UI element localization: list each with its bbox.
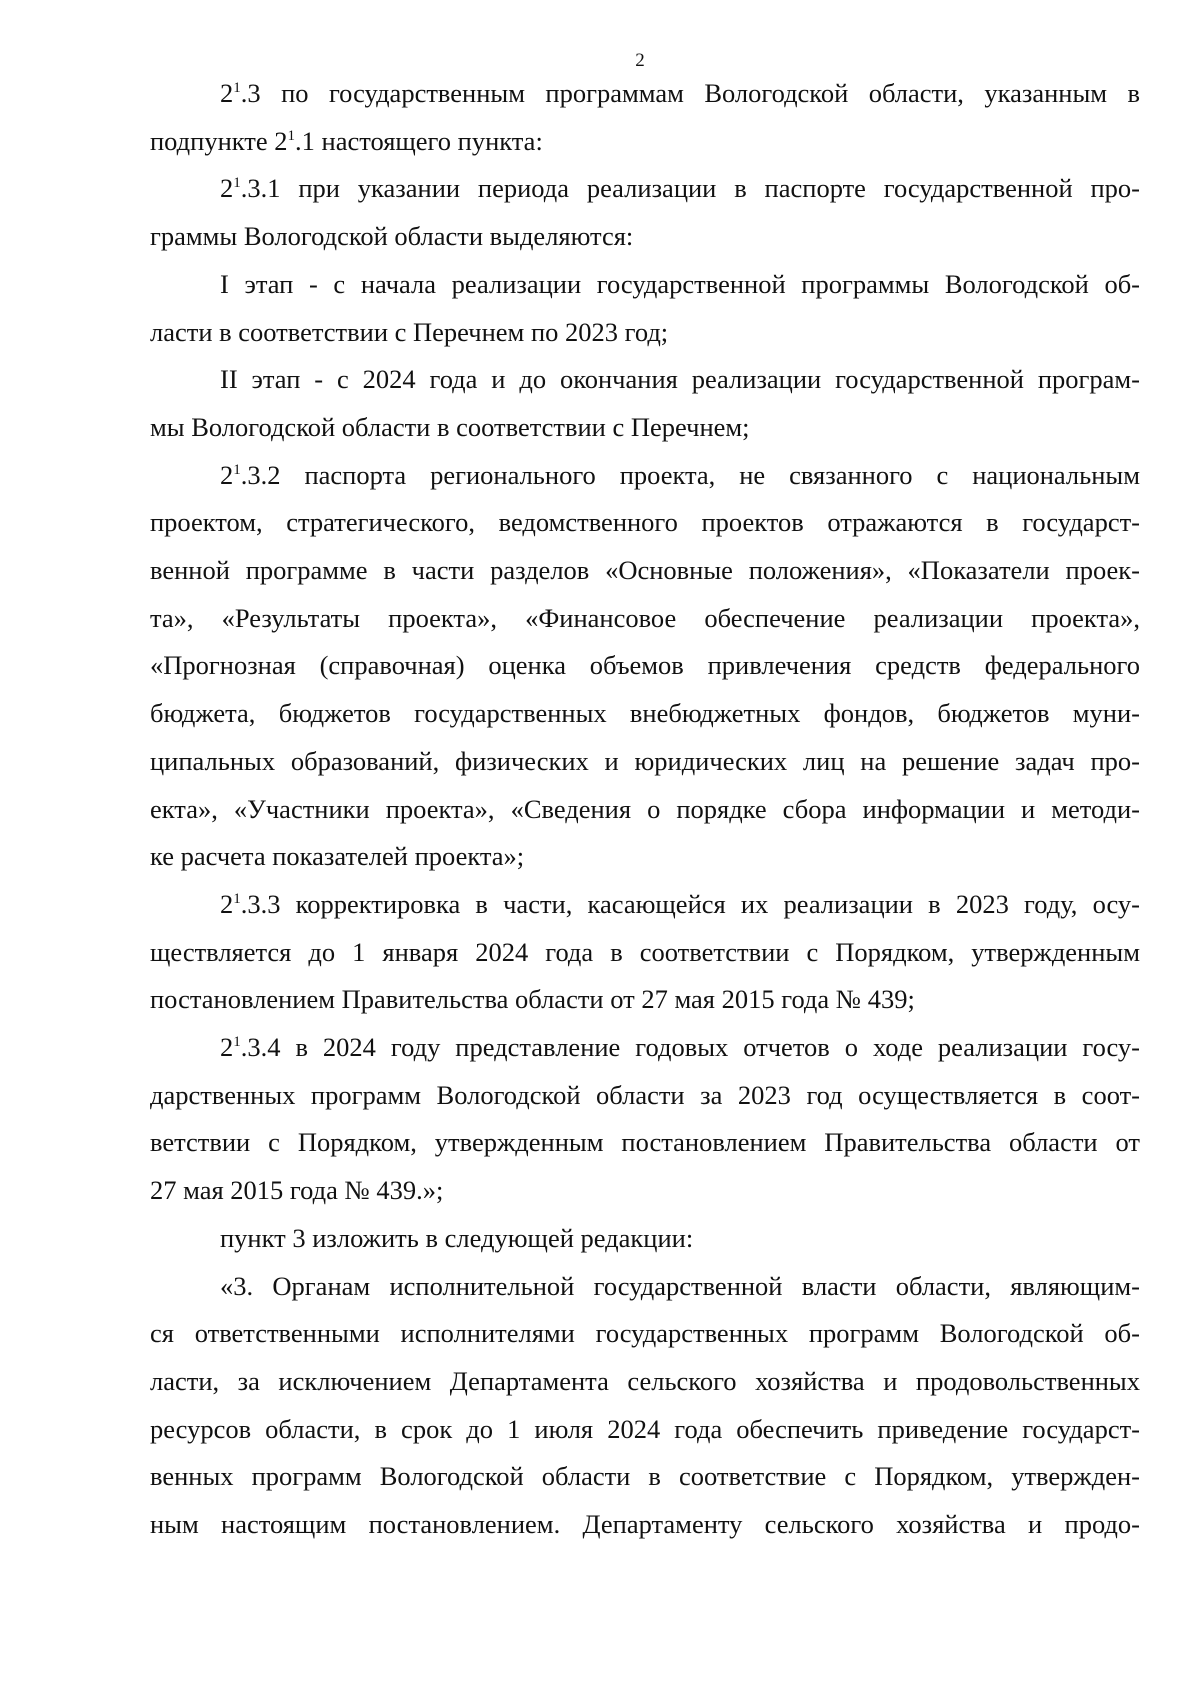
line [150,309,1140,357]
line [150,1453,1140,1501]
line [150,738,1140,786]
line [150,499,1140,547]
line [150,213,1140,261]
line-text: .3.4 в 2024 году представление годовых отчетов о ходе реализации госу- [240,1032,1140,1063]
superscript: 1 [233,175,241,192]
line-text: мы Вологодской области в соответствии с Перечнем; [150,411,750,442]
line-text: «3. Органам исполнительной государственной власти области, являющим- [220,1270,1140,1301]
line [150,547,1140,595]
line-text: пункт 3 изложить в следующей редакции: [220,1222,694,1253]
line-text: венной программе в части разделов «Основные положения», «Показатели проек- [150,555,1140,586]
line [150,595,1140,643]
line-text: ласти, за исключением Департамента сельского хозяйства и продовольственных [150,1365,1140,1396]
line [150,976,1140,1024]
page-number: 2 [635,50,645,71]
line [150,165,1140,213]
line-text: подпункте 2 [150,125,288,156]
line [150,1501,1140,1549]
paragraph-p-2-1-3-2 [150,452,1140,881]
paragraph-p-2-1-3-3 [150,881,1140,1024]
paragraph-p-3 [150,1263,1140,1549]
line [150,1215,1140,1263]
line [150,1024,1140,1072]
clause-number: 2 [220,173,234,204]
superscript: 1 [233,1034,241,1051]
clause-number: 2 [220,459,234,490]
line [150,118,1140,166]
line-text: I этап - с начала реализации государственной программы Вологодской об- [220,268,1140,299]
line [150,642,1140,690]
line-text: .3.2 паспорта регионального проекта, не связанного с национальным [240,459,1140,490]
line [150,929,1140,977]
superscript: 1 [233,461,241,478]
line [150,1119,1140,1167]
line-text: 27 мая 2015 года № 439.»; [150,1175,444,1206]
line-text: «Прогнозная (справочная) оценка объемов привлечения средств федерального [150,650,1140,681]
clause-number: 2 [220,888,234,919]
line-text: ся ответственными исполнителями государственных программ Вологодской об- [150,1318,1140,1349]
line [150,1072,1140,1120]
line-text: дарственных программ Вологодской области за 2023 год осуществляется в соот- [150,1079,1140,1110]
line [150,1263,1140,1311]
paragraph-p-2-1-3-1 [150,165,1140,260]
superscript: 1 [287,127,296,144]
line-text: .3 по государственным программам Вологодской области, указанным в [240,78,1140,108]
line-text: .3.1 при указании периода реализации в паспорте государственной про- [240,173,1140,204]
line [150,404,1140,452]
clause-number: 2 [220,1032,234,1063]
clause-number: 2 [220,78,234,108]
line [150,70,1140,118]
line [150,1310,1140,1358]
line-text: ным настоящим постановлением. Департаменту сельского хозяйства и продо- [150,1509,1140,1540]
paragraph-p-stage-1 [150,261,1140,356]
line-text: та», «Результаты проекта», «Финансовое обеспечение реализации проекта», [150,602,1140,633]
line-text: венных программ Вологодской области в соответствие с Порядком, утвержден- [150,1461,1140,1492]
paragraph-p-punkt-3 [150,1215,1140,1263]
line-text: .1 настоящего пункта: [295,125,543,156]
line [150,833,1140,881]
document-body [150,70,1140,1549]
line-text: бюджета, бюджетов государственных внебюджетных фондов, бюджетов муни- [150,698,1140,729]
line [150,356,1140,404]
line-text: ципальных образований, физических и юридических лиц на решение задач про- [150,745,1140,776]
line [150,881,1140,929]
line-text: II этап - с 2024 года и до окончания реализации государственной програм- [220,364,1140,395]
line-text: ласти в соответствии с Перечнем по 2023 год; [150,316,669,347]
line [150,1358,1140,1406]
line [150,1406,1140,1454]
paragraph-p-2-1-3-4 [150,1024,1140,1215]
line [150,1167,1140,1215]
line [150,786,1140,834]
paragraph-p-2-1-3 [150,70,1140,165]
line [150,452,1140,500]
superscript: 1 [233,890,241,907]
line-text: ресурсов области, в срок до 1 июля 2024 года обеспечить приведение государст- [150,1413,1140,1444]
line [150,261,1140,309]
line [150,690,1140,738]
line-text: ществляется до 1 января 2024 года в соответствии с Порядком, утвержденным [150,936,1140,967]
line-text: проектом, стратегического, ведомственного проектов отражаются в государст- [150,507,1140,538]
paragraph-p-stage-2 [150,356,1140,451]
line-text: постановлением Правительства области от 27 мая 2015 года № 439; [150,984,915,1015]
line-text: екта», «Участники проекта», «Сведения о порядке сбора информации и методи- [150,793,1140,824]
line-text: ке расчета показателей проекта»; [150,841,525,872]
line-text: граммы Вологодской области выделяются: [150,221,634,252]
superscript: 1 [233,80,241,96]
line-text: .3.3 корректировка в части, касающейся их реализации в 2023 году, осу- [240,888,1140,919]
line-text: ветствии с Порядком, утвержденным постановлением Правительства области от [150,1127,1140,1158]
